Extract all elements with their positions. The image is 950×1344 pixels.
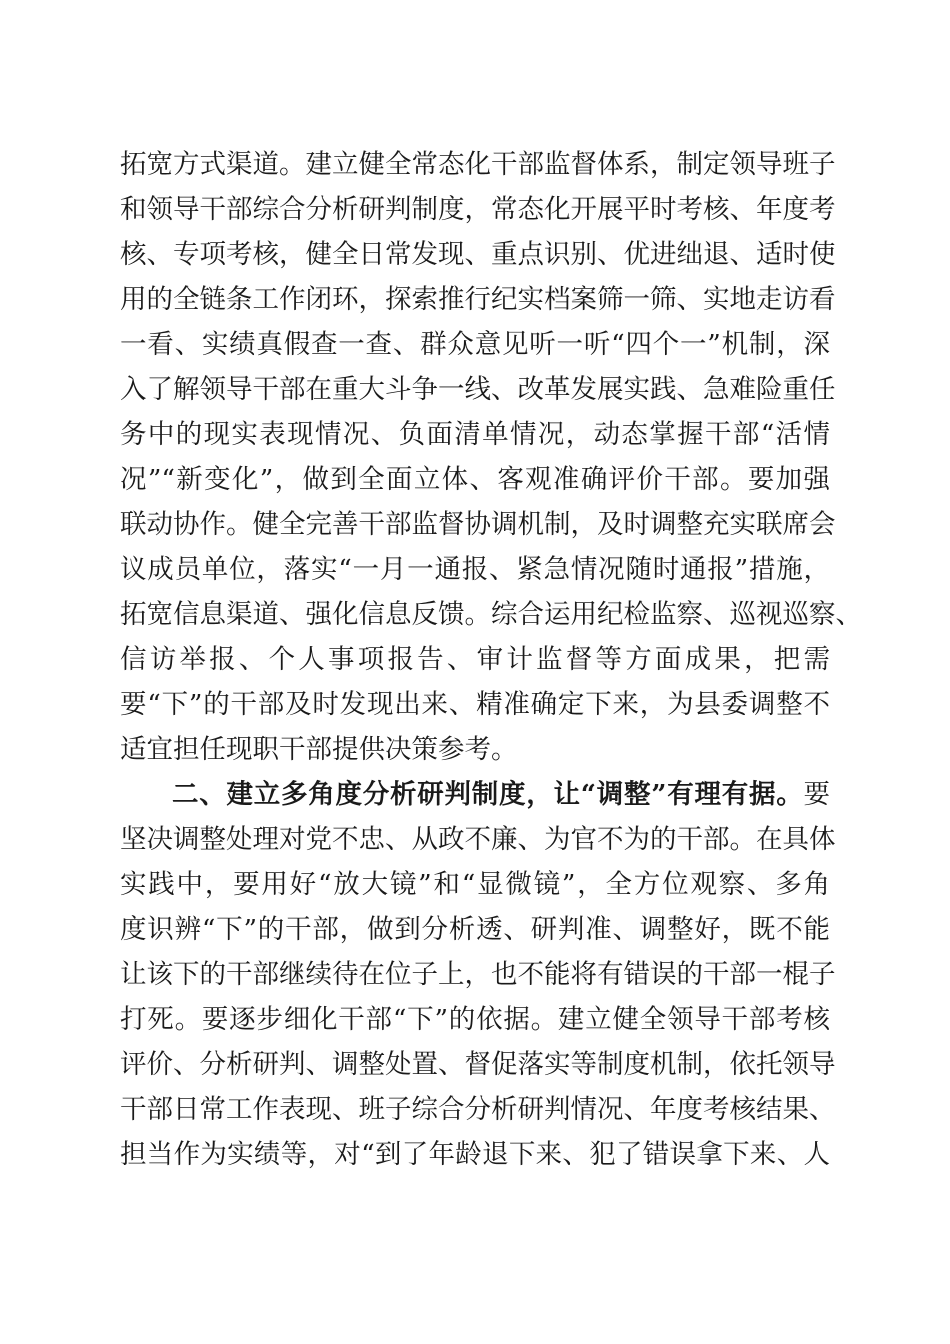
paragraph-line: 拓宽方式渠道。建立健全常态化干部监督体系，制定领导班子 (120, 149, 836, 180)
paragraph-line: 坚决调整处理对党不忠、从政不廉、为官不为的干部。在具体 (120, 824, 836, 855)
section-heading-line (172, 775, 830, 815)
paragraph-line: 干部日常工作表现、班子综合分析研判情况、年度考核结果、 (120, 1094, 836, 1125)
paragraph-line: 议成员单位，落实“一月一通报、紧急情况随时通报”措施， (120, 554, 830, 585)
paragraph-line: 用的全链条工作闭环，探索推行纪实档案筛一筛、实地走访看 (120, 284, 836, 315)
paragraph-line: 打死。要逐步细化干部“下”的依据。建立健全领导干部考核 (120, 1004, 830, 1035)
paragraph-line: 况”“新变化”，做到全面立体、客观准确评价干部。要加强 (120, 464, 830, 495)
paragraph-line: 实践中，要用好“放大镜”和“显微镜”，全方位观察、多角 (120, 869, 830, 900)
paragraph-line: 联动协作。健全完善干部监督协调机制，及时调整充实联席会 (120, 509, 836, 540)
paragraph-line: 一看、实绩真假查一查、群众意见听一听“四个一”机制，深 (120, 329, 830, 360)
paragraph-line: 适宜担任现职干部提供决策参考。 (120, 734, 518, 765)
paragraph-line: 拓宽信息渠道、强化信息反馈。综合运用纪检监察、巡视巡察、 (120, 599, 862, 630)
section-heading: 二、建立多角度分析研判制度，让“调整”有理有据。 (172, 779, 804, 810)
paragraph-line: 务中的现实表现情况、负面清单情况，动态掌握干部“活情 (120, 419, 830, 450)
paragraph-line: 担当作为实绩等，对“到了年龄退下来、犯了错误拿下来、人 (120, 1139, 830, 1170)
paragraph-line: 核、专项考核，健全日常发现、重点识别、优进绌退、适时使 (120, 239, 836, 270)
paragraph-line: 让该下的干部继续待在位子上，也不能将有错误的干部一棍子 (120, 959, 836, 990)
paragraph-line: 度识辨“下”的干部，做到分析透、研判准、调整好，既不能 (120, 914, 830, 945)
paragraph-line: 信访举报、个人事项报告、审计监督等方面成果，把需 (120, 644, 830, 675)
section-heading-tail: 要 (803, 779, 830, 810)
paragraph-line: 入了解领导干部在重大斗争一线、改革发展实践、急难险重任 (120, 374, 836, 405)
paragraph-line: 评价、分析研判、调整处置、督促落实等制度机制，依托领导 (120, 1049, 836, 1080)
paragraph-line: 和领导干部综合分析研判制度，常态化开展平时考核、年度考 (120, 194, 836, 225)
paragraph-line: 要“下”的干部及时发现出来、精准确定下来，为县委调整不 (120, 689, 830, 720)
